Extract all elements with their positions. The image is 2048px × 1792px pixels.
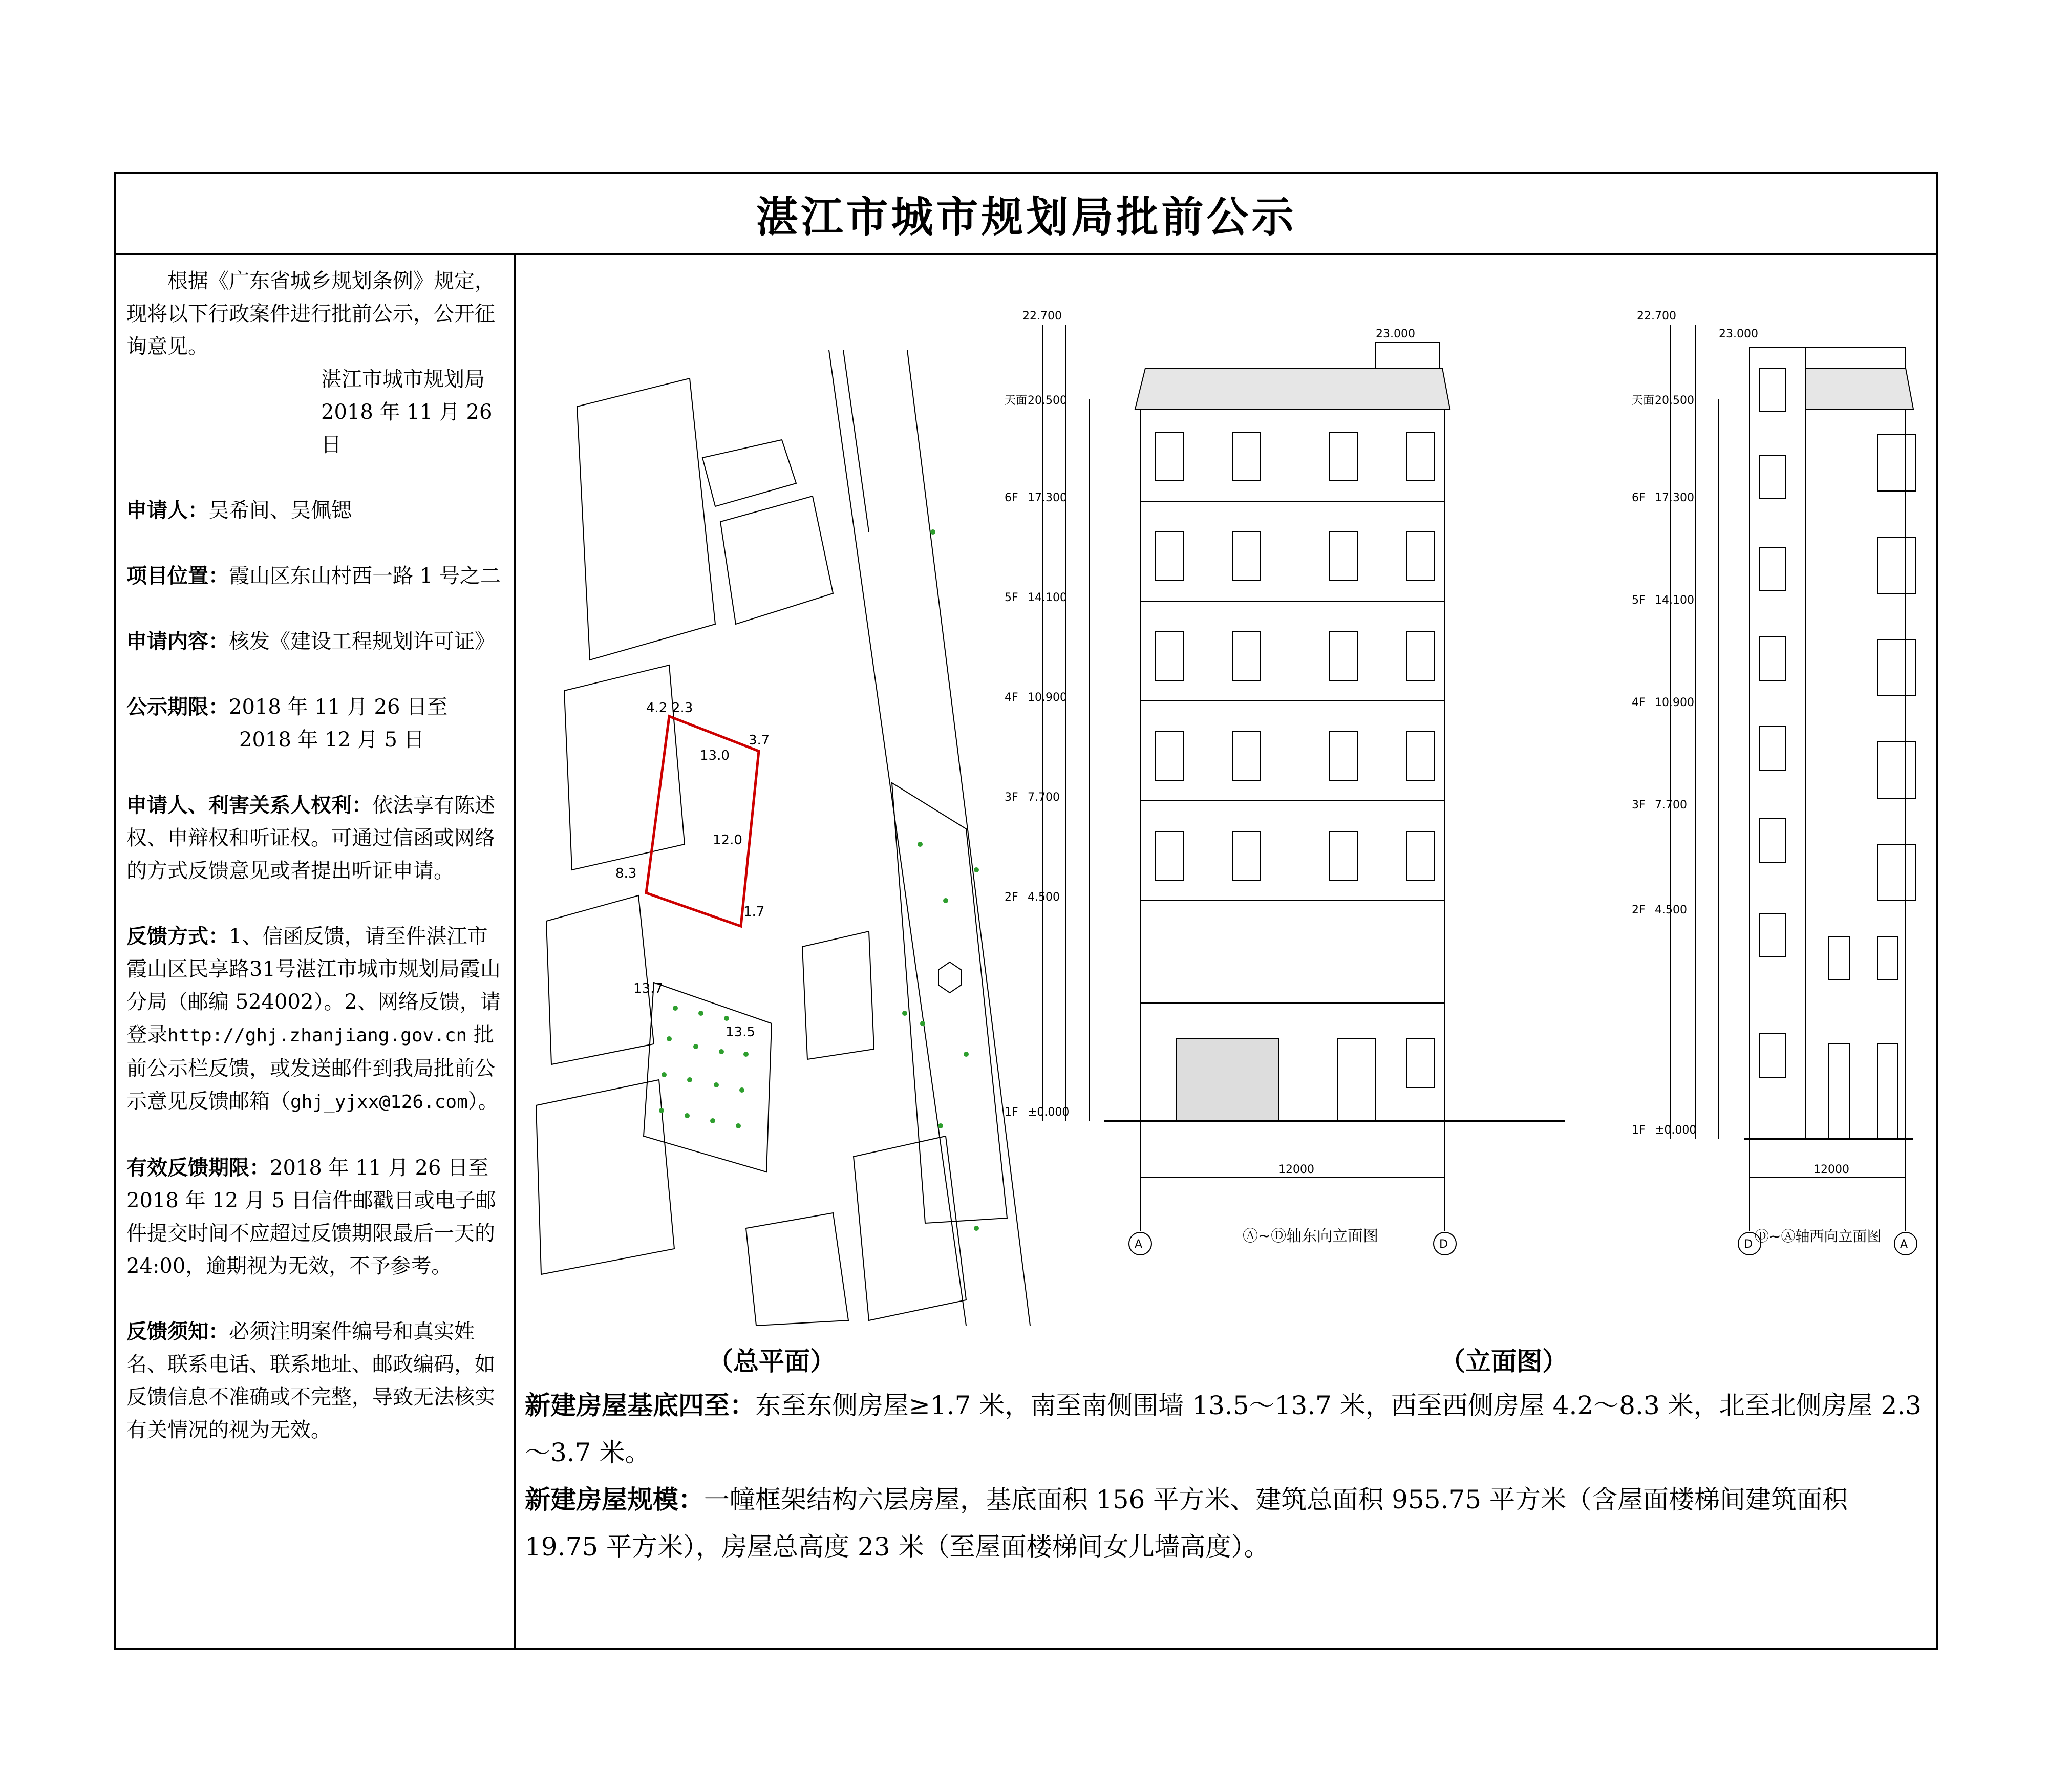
east-level-4500: 4.500 — [1028, 891, 1060, 904]
west-floorlabel-1f: 1F — [1632, 1124, 1646, 1137]
west-axis-a-label: A — [1900, 1238, 1908, 1251]
scale-paragraph — [525, 1476, 1927, 1570]
rights-value: 依法享有陈述权、申辩权和听证权。可通过信函或网络的方式反馈意见或者提出听证申请。 — [126, 794, 495, 883]
feedback-email-link[interactable]: ghj_yjxx@126.com — [290, 1092, 468, 1113]
location-row — [126, 560, 504, 592]
neighbor-building-n1 — [702, 440, 796, 506]
intro-text: 根据《广东省城乡规划条例》规定，现将以下行政案件进行批前公示，公开征询意见。 — [126, 269, 495, 358]
west-level-7700: 7.700 — [1655, 799, 1687, 812]
west-floorlabel-5f: 5F — [1632, 594, 1646, 607]
west-axis-d-label: D — [1744, 1238, 1753, 1251]
west-windows — [1760, 368, 1916, 1139]
west-level-17300: 17.300 — [1655, 492, 1694, 504]
content-value: 核发《建设工程规划许可证》 — [229, 630, 495, 653]
east-axis-d-label: D — [1439, 1238, 1448, 1251]
east-level-14100: 14.100 — [1028, 591, 1067, 604]
east-level-23000: 23.000 — [1376, 328, 1415, 340]
title-row — [116, 174, 1936, 255]
deadline-row — [126, 1151, 504, 1283]
hexagon-pavilion — [938, 962, 961, 993]
east-level-10900: 10.900 — [1028, 691, 1067, 704]
applicant-label: 申请人： — [126, 498, 208, 522]
neighbor-building-w — [564, 665, 685, 870]
dim-north-mid: 2.3 — [672, 700, 693, 716]
lawn-area — [644, 983, 772, 1172]
east-garage-door — [1176, 1039, 1278, 1121]
feedback-row — [126, 920, 504, 1119]
rights-row — [126, 789, 504, 887]
road-edge-w — [829, 350, 966, 1326]
west-floorlabel-2f: 2F — [1632, 904, 1646, 916]
deadline-value: 2018 年 11 月 26 日至 2018 年 12 月 5 日信件邮戳日或电子邮件提交时间不应超过反馈期限最后一天的 24:00，逾期视为无效，不予参考。 — [126, 1156, 496, 1278]
road-divider — [843, 350, 869, 532]
west-level-22700: 22.700 — [1637, 310, 1676, 323]
east-roof-tiles — [1135, 368, 1450, 409]
neighbor-building-sw — [536, 1080, 674, 1274]
west-floorlabel-3f: 3F — [1632, 799, 1646, 812]
east-width-text: 12000 — [1278, 1163, 1314, 1176]
west-elevation-labels — [1632, 310, 1908, 1251]
dim-south-w: 13.7 — [633, 981, 663, 996]
west-level-4500: 4.500 — [1655, 904, 1687, 916]
feedback-part3: ）。 — [467, 1090, 499, 1113]
west-elevation-title: Ⓓ~Ⓐ轴西向立面图 — [1755, 1228, 1882, 1245]
east-axis-a-label: A — [1135, 1238, 1143, 1251]
period-label: 公示期限： — [126, 695, 229, 719]
neighbor-building-w2 — [546, 895, 654, 1064]
boundaries-value: 东至东侧房屋≥1.7 米，南至南侧围墙 13.5～13.7 米，西至西侧房屋 4.2～8.3 米，北至北侧房屋 2.3～3.7 米。 — [525, 1391, 1922, 1467]
boundaries-label: 新建房屋基底四至： — [525, 1390, 755, 1420]
scale-label: 新建房屋规模： — [525, 1484, 704, 1514]
drawings-svg — [516, 255, 1936, 1356]
dim-right: 12.0 — [713, 833, 742, 848]
drawing-column — [516, 255, 1936, 1648]
east-floorlabel-3f: 3F — [1005, 791, 1018, 804]
east-floorlabel-1f: 1F — [1005, 1106, 1018, 1119]
dim-west: 8.3 — [615, 866, 637, 881]
elevation-caption: （立面图） — [1440, 1346, 1568, 1376]
dim-north-w: 4.2 — [646, 700, 668, 716]
west-level-23000: 23.000 — [1719, 328, 1758, 340]
east-level-17300: 17.300 — [1028, 492, 1067, 504]
west-level-20500: 20.500 — [1655, 394, 1694, 407]
notice-value: 必须注明案件编号和真实姓名、联系电话、联系地址、邮政编码，如反馈信息不准确或不完整，导致无法核实有关情况的视为无效。 — [126, 1320, 495, 1442]
neighbor-building-s — [746, 1213, 848, 1326]
rights-label: 申请人、利害关系人权利： — [126, 793, 372, 817]
east-windows — [1156, 432, 1435, 1087]
issue-date: 2018 年 11 月 26 日 — [321, 400, 493, 457]
east-elevation — [1043, 325, 1565, 1255]
east-floorlabel-6f: 6F — [1005, 492, 1018, 504]
feedback-url-link[interactable]: http://ghj.zhanjiang.gov.cn — [167, 1025, 467, 1046]
west-floorlabel-4f: 4F — [1632, 696, 1646, 709]
site-plan-caption: （总平面） — [708, 1346, 836, 1376]
east-level-7700: 7.700 — [1028, 791, 1060, 804]
west-facade — [1750, 348, 1906, 1139]
issuer: 湛江市城市规划局 — [321, 368, 485, 391]
east-floorlabel-5f: 5F — [1005, 591, 1018, 604]
tree-markers — [659, 529, 979, 1231]
neighbor-building-e — [802, 931, 874, 1059]
site-plan — [536, 350, 1030, 1326]
deadline-label: 有效反馈期限： — [126, 1156, 270, 1180]
dim-south-e: 13.5 — [726, 1025, 755, 1040]
dim-top: 13.0 — [700, 748, 730, 763]
west-floorlabel-roof: 天面 — [1632, 394, 1655, 407]
west-level-10900: 10.900 — [1655, 696, 1694, 709]
applicant-row — [126, 494, 504, 527]
notice-row — [126, 1315, 504, 1446]
neighbor-building-nw — [577, 378, 715, 660]
dim-north-e: 3.7 — [749, 733, 770, 748]
west-floorlabel-6f: 6F — [1632, 492, 1646, 504]
east-floorlabel-roof: 天面 — [1005, 394, 1028, 407]
period-end: 2018 年 12 月 5 日 — [239, 728, 424, 752]
west-roof-tiles — [1806, 368, 1913, 409]
east-floorlabel-4f: 4F — [1005, 691, 1018, 704]
boundaries-paragraph — [525, 1382, 1927, 1476]
location-value: 霞山区东山村西一路 1 号之二 — [229, 564, 501, 588]
feedback-part1: 1、信函反馈，请至件湛江市霞山区民享路31号湛江市城市规划局霞山分局（邮编 524002）。2、网络反馈，请登录 — [126, 925, 501, 1047]
location-label: 项目位置： — [126, 564, 229, 588]
east-facade — [1140, 409, 1445, 1121]
project-summary — [525, 1382, 1927, 1570]
period-start: 2018 年 11 月 26 日至 — [229, 695, 448, 719]
dim-east: 1.7 — [743, 904, 765, 920]
neighbor-building-se — [854, 1136, 966, 1320]
content-row — [126, 625, 504, 658]
west-level-0: ±0.000 — [1655, 1124, 1697, 1137]
period-row — [126, 691, 504, 756]
west-elevation — [1670, 325, 1917, 1255]
page-title: 湛江市城市规划局批前公示 — [756, 193, 1297, 242]
east-level-20500: 20.500 — [1028, 394, 1067, 407]
content-label: 申请内容： — [126, 629, 229, 653]
east-elevation-title: Ⓐ~Ⓓ轴东向立面图 — [1243, 1227, 1379, 1245]
info-column — [116, 255, 516, 1648]
west-width-text: 12000 — [1814, 1163, 1849, 1176]
west-level-14100: 14.100 — [1655, 594, 1694, 607]
notice-frame — [114, 172, 1938, 1650]
east-level-0: ±0.000 — [1028, 1106, 1070, 1119]
east-floorlabel-2f: 2F — [1005, 891, 1018, 904]
feedback-label: 反馈方式： — [126, 924, 229, 948]
applicant-value: 吴希间、吴佩锶 — [208, 499, 352, 522]
intro-block — [126, 265, 504, 461]
east-level-22700: 22.700 — [1022, 310, 1062, 323]
notice-label: 反馈须知： — [126, 1319, 229, 1343]
scale-value: 一幢框架结构六层房屋，基底面积 156 平方米、建筑总面积 955.75 平方米（含屋面楼梯间建筑面积 19.75 平方米），房屋总高度 23 米（至屋面楼梯间女儿墙高度）。 — [525, 1485, 1848, 1562]
feedback-part2: 批前公示栏反馈，或发送邮件到我局批前公示意见反馈邮箱（ — [126, 1023, 495, 1113]
neighbor-building-n2 — [720, 496, 833, 624]
east-entrance-door — [1337, 1039, 1376, 1121]
